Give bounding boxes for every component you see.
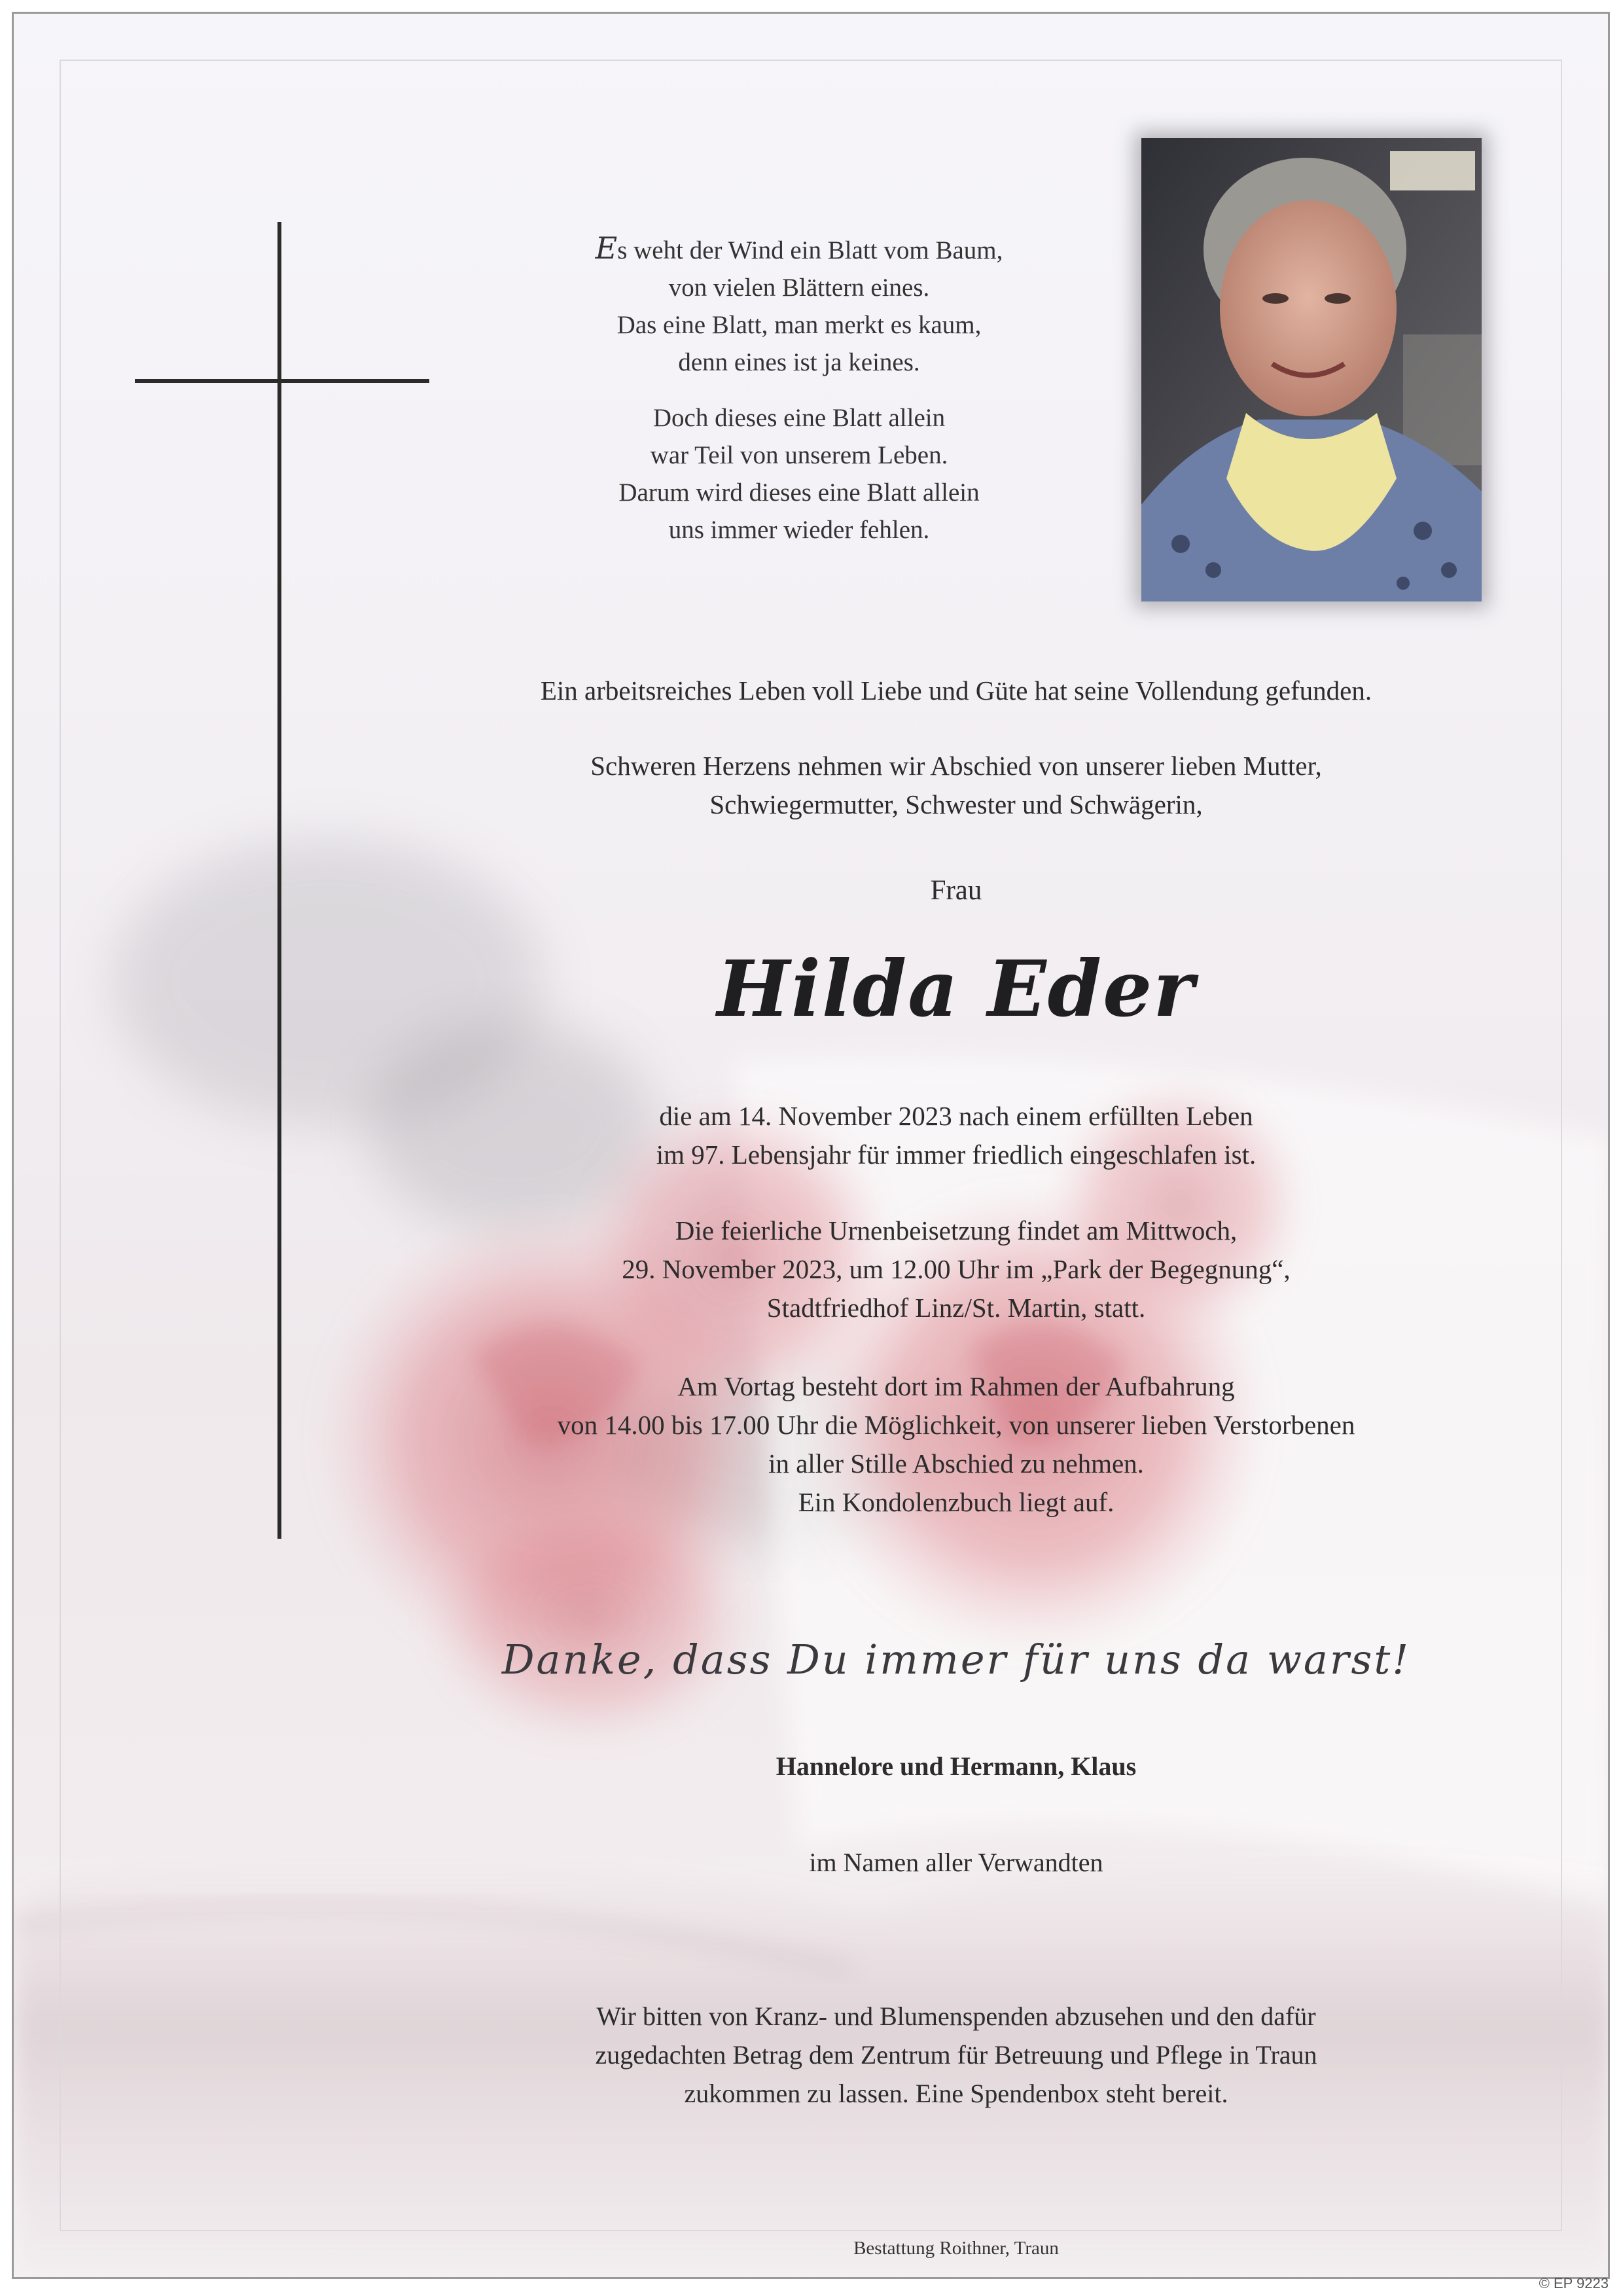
family-names: [393, 1747, 1519, 1785]
relatives-note-text: im Namen aller Verwandten: [809, 1848, 1103, 1877]
poem-stanza-2: [472, 399, 1126, 548]
poem-initial: E: [595, 230, 618, 266]
viewing-line: von 14.00 bis 17.00 Uhr die Möglichkeit, von unserer lieben Verstorbenen: [557, 1410, 1355, 1440]
poem-stanza-1: [472, 230, 1126, 381]
poem-line: [472, 230, 1126, 269]
cross-vertical-bar: [277, 222, 281, 1539]
poem-line: Das eine Blatt, man merkt es kaum,: [616, 311, 982, 339]
death-info: [393, 1097, 1519, 1174]
cross-symbol: [135, 222, 436, 1539]
ceremony-line: Die feierliche Urnenbeisetzung findet am Mittwoch,: [675, 1215, 1238, 1246]
salutation: [393, 871, 1519, 910]
viewing-line: in aller Stille Abschied zu nehmen.: [768, 1448, 1144, 1479]
portrait-illustration: [1141, 138, 1482, 601]
obituary-sheet: [12, 12, 1610, 2279]
poem-line: Doch dieses eine Blatt allein: [652, 404, 946, 432]
poem-line: denn eines ist ja keines.: [678, 348, 920, 376]
poem-line: uns immer wieder fehlen.: [668, 516, 930, 544]
copyright-notice: © EP 9223: [1539, 2275, 1609, 2291]
poem: [472, 230, 1126, 567]
viewing-line: Am Vortag besteht dort im Rahmen der Aufbahrung: [677, 1371, 1235, 1401]
farewell-text: [393, 747, 1519, 824]
poem-line: war Teil von unserem Leben.: [650, 441, 948, 469]
poem-line-text: s weht der Wind ein Blatt vom Baum,: [617, 236, 1003, 264]
viewing-line: Ein Kondolenzbuch liegt auf.: [798, 1487, 1115, 1517]
poem-line: Darum wird dieses eine Blatt allein: [618, 478, 980, 507]
relatives-note: [393, 1843, 1519, 1882]
donation-line: zukommen zu lassen. Eine Spendenbox steht bereit.: [684, 2079, 1228, 2108]
ceremony-info: [393, 1211, 1519, 1327]
donation-request: [393, 1997, 1519, 2113]
intro-text: [393, 672, 1519, 710]
death-info-line: im 97. Lebensjahr für immer friedlich eingeschlafen ist.: [656, 1139, 1257, 1170]
farewell-line: Schweren Herzens nehmen wir Abschied von unserer lieben Mutter,: [590, 751, 1322, 781]
donation-line: Wir bitten von Kranz- und Blumenspenden abzusehen und den dafür: [596, 2001, 1316, 2031]
intro-line: Ein arbeitsreiches Leben voll Liebe und Güte hat seine Vollendung gefunden.: [540, 675, 1372, 706]
salutation-text: Frau: [930, 875, 982, 906]
portrait-photo: [1141, 138, 1482, 601]
thanks-message: Danke, dass Du immer für uns da warst!: [501, 1636, 1411, 1683]
family-names-text: Hannelore und Hermann, Klaus: [776, 1751, 1137, 1781]
ceremony-line: 29. November 2023, um 12.00 Uhr im „Park der Begegnung“,: [622, 1254, 1291, 1284]
deceased-name: Hilda Eder: [717, 943, 1196, 1034]
undertaker-credit: Bestattung Roithner, Traun: [853, 2238, 1059, 2259]
viewing-info: [393, 1367, 1519, 1522]
donation-line: zugedachten Betrag dem Zentrum für Betreuung und Pflege in Traun: [595, 2040, 1317, 2070]
poem-line: von vielen Blättern eines.: [668, 274, 930, 302]
cross-horizontal-bar: [135, 379, 429, 383]
ceremony-line: Stadtfriedhof Linz/St. Martin, statt.: [766, 1293, 1146, 1323]
farewell-line: Schwiegermutter, Schwester und Schwägerin,: [709, 789, 1203, 819]
death-info-line: die am 14. November 2023 nach einem erfüllten Leben: [659, 1101, 1253, 1131]
